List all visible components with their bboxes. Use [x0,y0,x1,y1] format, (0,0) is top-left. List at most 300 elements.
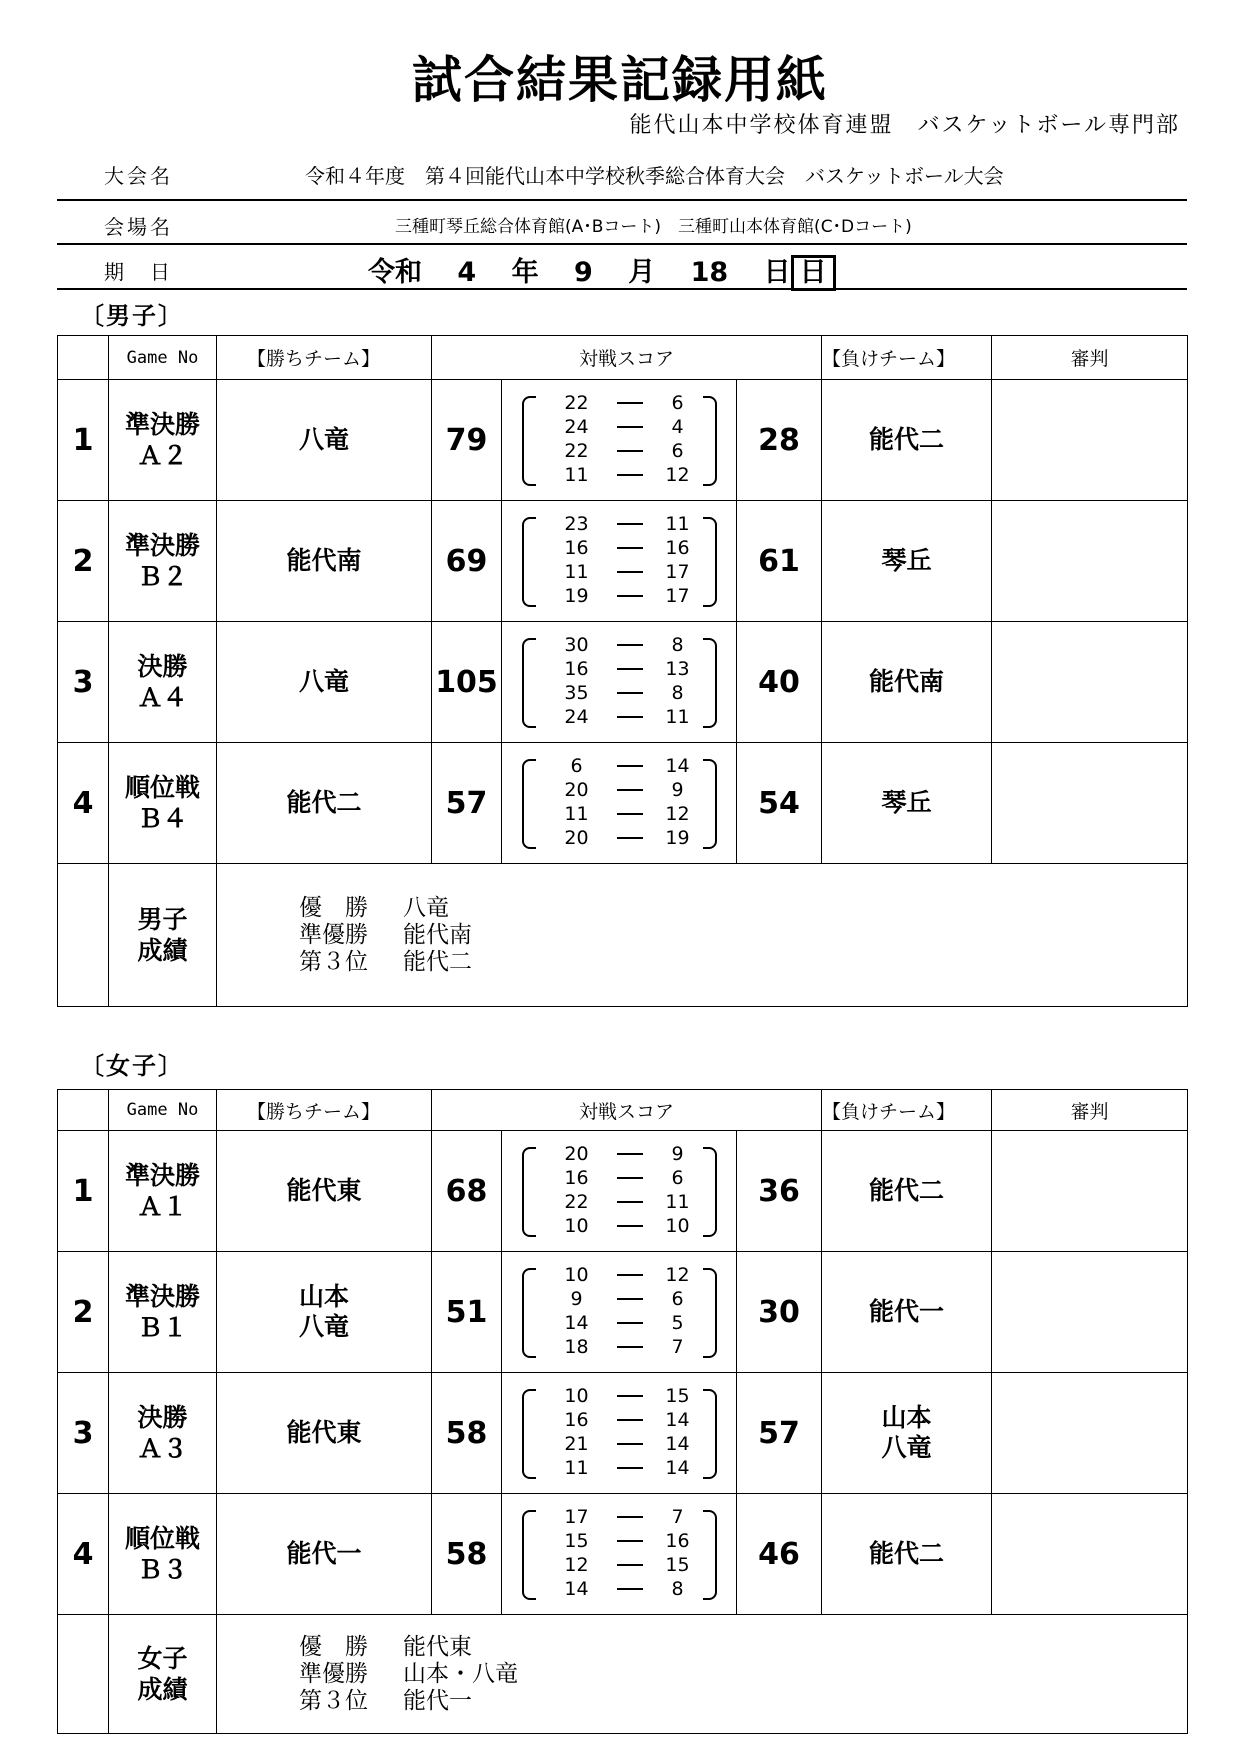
left-bracket [522,759,536,849]
quarter-winner-points: 6 [570,755,583,777]
quarter-scores [502,743,737,864]
loser-team-name: 琴丘 [881,546,932,575]
loser-team [822,380,992,501]
column-header-loser: 【負けチーム】 [822,1090,992,1131]
quarter-loser-points: 11 [665,1191,690,1213]
game-row [58,380,1188,501]
dash [617,450,643,452]
left-bracket [522,638,536,728]
quarter-row [542,440,697,464]
quarter-row [542,658,697,682]
game-code: Ａ２ [137,441,188,470]
date-day: 18 [690,257,729,288]
quarter-row [542,1167,697,1191]
left-bracket [522,1510,536,1600]
dash [617,1588,643,1590]
quarter-winner-points: 24 [564,416,589,438]
game-round: 準決勝 [124,1282,200,1311]
quarter-winner-points: 11 [564,1457,589,1479]
quarter-row [542,755,697,779]
column-header-loser: 【負けチーム】 [822,336,992,380]
quarter-row [542,1385,697,1409]
loser-score: 57 [737,1373,822,1494]
winner-team-name: 能代一 [286,1539,362,1568]
game-code: Ａ１ [137,1192,188,1221]
referee-cell [992,1373,1188,1494]
standing-team: 能代二 [403,948,472,975]
quarter-winner-points: 20 [564,779,589,801]
game-number: 4 [58,1494,109,1615]
game-row [58,622,1188,743]
quarter-loser-points: 5 [671,1312,684,1334]
results-label-line: 女子 [137,1644,188,1673]
dash [617,1540,643,1542]
winner-team [217,501,432,622]
game-row [58,1494,1188,1615]
quarter-loser-points: 8 [671,1578,684,1600]
header-row [58,336,1188,380]
standing-team: 山本・八竜 [403,1660,518,1687]
winner-score: 57 [432,743,502,864]
quarter-row [542,706,697,730]
quarter-row [542,634,697,658]
game-row [58,1252,1188,1373]
game-name [109,380,217,501]
quarter-loser-points: 8 [671,634,684,656]
dash [617,426,643,428]
quarter-winner-points: 11 [564,561,589,583]
quarter-row [542,827,697,851]
results-label [109,1615,217,1734]
quarter-loser-points: 15 [665,1554,690,1576]
referee-cell [992,1494,1188,1615]
standing-rank: 準優勝 [299,921,368,948]
standing-rank: 優 勝 [299,894,368,921]
divider [57,288,1187,290]
quarter-scores [502,501,737,622]
quarter-row [542,1288,697,1312]
winner-score: 58 [432,1494,502,1615]
left-bracket [522,1268,536,1358]
dash [617,837,643,839]
game-number: 2 [58,1252,109,1373]
standing-line [299,922,1187,949]
quarter-row [542,1433,697,1457]
column-header-no [58,1090,109,1131]
dash [617,716,643,718]
standing-line [299,1634,1187,1661]
quarter-loser-points: 11 [665,706,690,728]
quarter-score-box [522,1264,717,1360]
quarter-score-box [522,755,717,851]
loser-team [822,1373,992,1494]
loser-score: 40 [737,622,822,743]
game-code: Ｂ３ [137,1555,188,1584]
column-header-referee: 審判 [992,1090,1188,1131]
final-standings [217,864,1188,1007]
game-code: Ｂ２ [137,562,188,591]
dash [617,644,643,646]
loser-team [822,1252,992,1373]
date-era: 令和 [368,257,422,288]
referee-cell [992,501,1188,622]
quarter-winner-points: 10 [564,1215,589,1237]
winner-team [217,622,432,743]
winner-score: 68 [432,1131,502,1252]
loser-team [822,1131,992,1252]
quarter-loser-points: 6 [671,392,684,414]
quarter-winner-points: 17 [564,1506,589,1528]
right-bracket [703,1147,717,1237]
quarter-loser-points: 12 [665,803,690,825]
date-year-unit: 年 [511,257,539,288]
tournament-name: 令和４年度 第４回能代山本中学校秋季総合体育大会 バスケットボール大会 [305,164,1004,188]
quarter-winner-points: 11 [564,464,589,486]
loser-team-name: 山本 [881,1403,932,1432]
quarter-loser-points: 8 [671,682,684,704]
quarter-row [542,513,697,537]
quarter-loser-points: 16 [665,537,690,559]
loser-team-name: 能代二 [869,1176,945,1205]
boys-results-table [57,335,1188,1007]
referee-cell [992,1131,1188,1252]
referee-cell [992,1252,1188,1373]
standing-line [299,949,1187,976]
loser-score: 61 [737,501,822,622]
date-value [368,250,836,291]
right-bracket [703,1389,717,1479]
divider [57,199,1187,201]
winner-team [217,1494,432,1615]
column-header-winner: 【勝ちチーム】 [217,336,432,380]
quarter-row [542,1530,697,1554]
game-code: Ｂ１ [137,1313,188,1342]
game-name [109,622,217,743]
game-round: 準決勝 [124,1161,200,1190]
dash [617,402,643,404]
column-header-game: Game No [109,1090,217,1131]
referee-cell [992,743,1188,864]
winner-team [217,1373,432,1494]
header-row [58,1090,1188,1131]
quarter-loser-points: 12 [665,464,690,486]
dash [617,1177,643,1179]
quarter-row [542,803,697,827]
game-number: 3 [58,1373,109,1494]
quarter-row [542,682,697,706]
quarter-row [542,561,697,585]
quarter-loser-points: 14 [665,1457,690,1479]
quarter-winner-points: 18 [564,1336,589,1358]
column-header-winner: 【勝ちチーム】 [217,1090,432,1131]
results-label-line: 成績 [137,936,188,965]
divider [57,243,1187,245]
results-blank [58,1615,109,1734]
right-bracket [703,759,717,849]
quarter-row [542,1264,697,1288]
standing-team: 能代東 [403,1633,472,1660]
quarter-loser-points: 7 [671,1336,684,1358]
quarter-row [542,464,697,488]
game-name [109,1494,217,1615]
loser-team [822,622,992,743]
game-round: 決勝 [137,652,188,681]
dash [617,523,643,525]
right-bracket [703,396,717,486]
quarter-row [542,1409,697,1433]
quarter-winner-points: 21 [564,1433,589,1455]
game-round: 決勝 [137,1403,188,1432]
quarter-loser-points: 16 [665,1530,690,1552]
results-row [58,1615,1188,1734]
winner-score: 105 [432,622,502,743]
game-name [109,501,217,622]
column-header-game: Game No [109,336,217,380]
game-row [58,743,1188,864]
girls-section-label: 〔女子〕 [80,1052,184,1080]
standing-line [299,1688,1187,1715]
quarter-loser-points: 14 [665,1433,690,1455]
standing-rank: 第３位 [299,948,368,975]
winner-team [217,1252,432,1373]
dash [617,474,643,476]
quarter-loser-points: 15 [665,1385,690,1407]
quarter-row [542,585,697,609]
quarter-row [542,1312,697,1336]
final-standings [217,1615,1188,1734]
loser-team-name: 琴丘 [881,788,932,817]
loser-team-name: 能代南 [869,667,945,696]
winner-score: 58 [432,1373,502,1494]
quarter-score-box [522,513,717,609]
quarter-scores [502,622,737,743]
quarter-winner-points: 30 [564,634,589,656]
quarter-loser-points: 4 [671,416,684,438]
quarter-scores [502,380,737,501]
winner-team-name: 八竜 [298,667,349,696]
date-month: 9 [574,257,593,288]
date-label: 期 日 [104,260,173,284]
quarter-loser-points: 14 [665,755,690,777]
game-row [58,1373,1188,1494]
quarter-row [542,1143,697,1167]
quarter-scores [502,1252,737,1373]
loser-score: 28 [737,380,822,501]
right-bracket [703,517,717,607]
game-number: 1 [58,380,109,501]
results-label-line: 成績 [137,1675,188,1704]
column-header-referee: 審判 [992,336,1188,380]
quarter-winner-points: 9 [570,1288,583,1310]
loser-score: 36 [737,1131,822,1252]
quarter-loser-points: 6 [671,440,684,462]
quarter-winner-points: 23 [564,513,589,535]
winner-team-name: 八竜 [298,425,349,454]
dash [617,595,643,597]
date-day-unit: 日 [763,257,791,288]
quarter-winner-points: 22 [564,440,589,462]
quarter-winner-points: 22 [564,392,589,414]
dash [617,668,643,670]
dash [617,1201,643,1203]
venue-label: 会場名 [104,215,173,239]
standing-rank: 優 勝 [299,1633,368,1660]
loser-team-name: 能代二 [869,1539,945,1568]
boys-section-label: 〔男子〕 [80,302,184,330]
right-bracket [703,638,717,728]
dash [617,1467,643,1469]
dash [617,1395,643,1397]
dash [617,813,643,815]
game-name [109,1373,217,1494]
quarter-loser-points: 13 [665,658,690,680]
winner-team-name: 能代東 [286,1418,362,1447]
quarter-loser-points: 12 [665,1264,690,1286]
dash [617,1419,643,1421]
game-round: 順位戦 [124,773,200,802]
loser-score: 30 [737,1252,822,1373]
quarter-winner-points: 15 [564,1530,589,1552]
loser-team-name: 八竜 [881,1433,932,1462]
results-blank [58,864,109,1007]
column-header-score: 対戦スコア [432,336,822,380]
winner-score: 69 [432,501,502,622]
winner-team-name: 能代南 [286,546,362,575]
loser-team-name: 能代二 [869,425,945,454]
quarter-winner-points: 10 [564,1264,589,1286]
quarter-loser-points: 17 [665,561,690,583]
quarter-winner-points: 20 [564,1143,589,1165]
quarter-loser-points: 19 [665,827,690,849]
quarter-scores [502,1494,737,1615]
page-title: 試合結果記録用紙 [412,51,828,109]
dash [617,571,643,573]
dash [617,765,643,767]
winner-team-name: 能代東 [286,1176,362,1205]
game-name [109,1252,217,1373]
organizer: 能代山本中学校体育連盟 バスケットボール専門部 [629,113,1180,138]
game-name [109,1131,217,1252]
loser-team [822,501,992,622]
quarter-winner-points: 20 [564,827,589,849]
game-code: Ａ３ [137,1434,188,1463]
quarter-loser-points: 9 [671,1143,684,1165]
quarter-loser-points: 9 [671,779,684,801]
loser-team [822,1494,992,1615]
quarter-winner-points: 12 [564,1554,589,1576]
quarter-winner-points: 35 [564,682,589,704]
standing-rank: 第３位 [299,1687,368,1714]
dash [617,1274,643,1276]
quarter-score-box [522,1506,717,1602]
game-number: 4 [58,743,109,864]
dash [617,1346,643,1348]
quarter-loser-points: 6 [671,1167,684,1189]
quarter-score-box [522,1143,717,1239]
game-round: 順位戦 [124,1524,200,1553]
results-label-line: 男子 [137,905,188,934]
date-weekday: 日 [791,255,836,291]
loser-team-name: 能代一 [869,1297,945,1326]
left-bracket [522,1147,536,1237]
quarter-winner-points: 16 [564,658,589,680]
right-bracket [703,1510,717,1600]
quarter-row [542,537,697,561]
quarter-loser-points: 6 [671,1288,684,1310]
quarter-winner-points: 10 [564,1385,589,1407]
winner-team [217,743,432,864]
quarter-row [542,1215,697,1239]
tournament-label: 大会名 [104,164,173,188]
winner-team [217,380,432,501]
quarter-winner-points: 16 [564,1167,589,1189]
quarter-row [542,1191,697,1215]
quarter-row [542,416,697,440]
quarter-scores [502,1131,737,1252]
quarter-row [542,392,697,416]
venue-name: 三種町琴丘総合体育館(A･Bコート) 三種町山本体育館(C･Dコート) [395,217,912,237]
game-number: 3 [58,622,109,743]
quarter-score-box [522,634,717,730]
quarter-loser-points: 10 [665,1215,690,1237]
quarter-winner-points: 16 [564,537,589,559]
results-label [109,864,217,1007]
right-bracket [703,1268,717,1358]
standing-team: 能代南 [403,921,472,948]
quarter-winner-points: 19 [564,585,589,607]
winner-score: 79 [432,380,502,501]
quarter-winner-points: 16 [564,1409,589,1431]
quarter-row [542,1457,697,1481]
dash [617,1225,643,1227]
quarter-winner-points: 24 [564,706,589,728]
dash [617,1298,643,1300]
quarter-row [542,1506,697,1530]
referee-cell [992,622,1188,743]
winner-score: 51 [432,1252,502,1373]
standing-rank: 準優勝 [299,1660,368,1687]
dash [617,1516,643,1518]
quarter-loser-points: 7 [671,1506,684,1528]
game-code: Ｂ４ [137,804,188,833]
game-number: 2 [58,501,109,622]
standing-team: 能代一 [403,1687,472,1714]
standing-line [299,895,1187,922]
game-name [109,743,217,864]
date-year: 4 [457,257,477,288]
column-header-no [58,336,109,380]
loser-score: 46 [737,1494,822,1615]
winner-team-name: 山本 [298,1282,349,1311]
quarter-loser-points: 14 [665,1409,690,1431]
quarter-loser-points: 17 [665,585,690,607]
game-code: Ａ４ [137,683,188,712]
dash [617,692,643,694]
quarter-winner-points: 22 [564,1191,589,1213]
dash [617,547,643,549]
quarter-scores [502,1373,737,1494]
quarter-score-box [522,392,717,488]
dash [617,1443,643,1445]
dash [617,789,643,791]
game-number: 1 [58,1131,109,1252]
referee-cell [992,380,1188,501]
game-round: 準決勝 [124,410,200,439]
winner-team-name: 能代二 [286,788,362,817]
column-header-score: 対戦スコア [432,1090,822,1131]
quarter-loser-points: 11 [665,513,690,535]
left-bracket [522,1389,536,1479]
